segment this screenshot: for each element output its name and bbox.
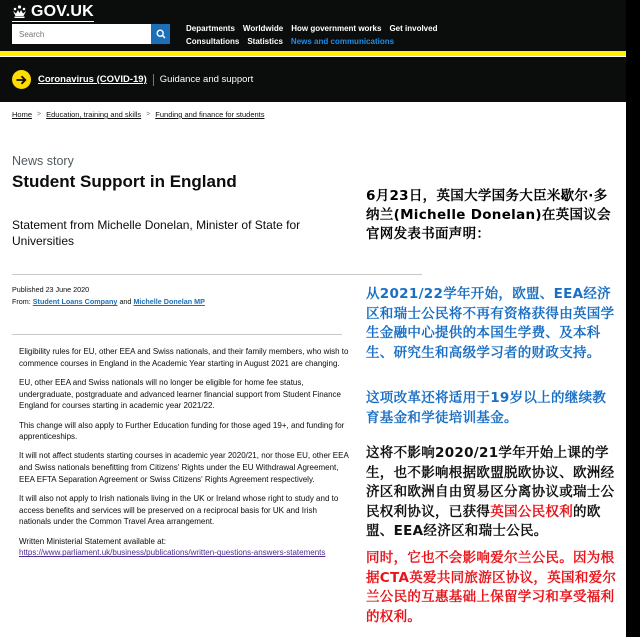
search-button[interactable] xyxy=(151,24,170,44)
nav-worldwide[interactable]: Worldwide xyxy=(242,24,284,33)
search-form xyxy=(12,24,170,44)
annotation-text: 的欧盟、EEA经济区和瑞士公民。 xyxy=(366,503,601,539)
breadcrumb xyxy=(12,110,265,119)
statement-paragraph xyxy=(19,536,349,559)
divider xyxy=(12,334,342,335)
covid-guidance-text: Guidance and support xyxy=(159,74,254,85)
search-input[interactable] xyxy=(12,24,151,44)
divider xyxy=(12,274,422,275)
chevron-right-icon: > xyxy=(37,111,42,118)
annotation-point-1: 从2021/22学年开始，欧盟、EEA经济区和瑞士公民将不再有资格获得由英国学生金融中心提供的本国生学费、及本科生、研究生和高级学习者的财政支持。 xyxy=(366,286,615,361)
arrow-right-icon xyxy=(12,70,31,89)
statement-label: Written Ministerial Statement available at: xyxy=(19,536,167,546)
covid-banner xyxy=(0,57,626,102)
govuk-logo[interactable] xyxy=(12,3,94,22)
page-title: Student Support in England xyxy=(12,172,237,191)
nav-get-involved[interactable]: Get involved xyxy=(389,24,438,33)
article-body xyxy=(19,346,349,559)
from-line xyxy=(12,296,205,308)
annotation-highlight: 英国公民权利 xyxy=(490,503,574,520)
from-and: and xyxy=(119,297,132,306)
header-accent-bar xyxy=(0,51,626,56)
breadcrumb-home[interactable]: Home xyxy=(12,110,33,119)
nav-row-2 xyxy=(186,36,437,49)
annotation-point-2: 这项改革还将适用于19岁以上的继续教育基金和学徒培训基金。 xyxy=(366,390,607,426)
body-paragraph: EU, other EEA and Swiss nationals will no longer be eligible for home fee status, undergraduate, postgraduate and advanced learner financial support from Student Finance England for courses starting in academic year 2021/22. xyxy=(19,377,341,411)
covid-link[interactable]: Coronavirus (COVID-19) xyxy=(38,74,147,85)
annotation-intro: 6月23日，英国大学国务大臣米歇尔·多纳兰(Michelle Donelan)在英国议会官网发表书面声明： xyxy=(366,188,611,242)
from-link-student-loans-company[interactable]: Student Loans Company xyxy=(32,297,118,306)
search-icon xyxy=(156,29,166,39)
nav-statistics[interactable]: Statistics xyxy=(247,36,283,46)
nav-consultations[interactable]: Consultations xyxy=(186,36,240,46)
nav-row-1 xyxy=(186,23,437,36)
from-link-michelle-donelan[interactable]: Michelle Donelan MP xyxy=(133,297,205,306)
crown-icon xyxy=(12,5,27,18)
from-label: From: xyxy=(12,297,31,306)
lead-paragraph: Statement from Michelle Donelan, Minister of State for Universities xyxy=(12,218,301,248)
body-paragraph: It will also not apply to Irish nationals living in the UK or Ireland whose right to study and to access benefits and services will be preserved on a reciprocal basis for UK and Irish nationals under the Common Travel Area arrangement. xyxy=(19,494,339,527)
body-paragraph: This change will also apply to Further Education funding for those aged 19+, and funding for apprenticeships. xyxy=(19,420,345,442)
site-header xyxy=(0,0,626,55)
annotation-text: 这将不影响2020/21学年开始上课的学生，也不影响根据欧盟脱欧协议、欧洲经济区和欧洲自由贸易区分离协议或瑞士公民权利协议，已获得 xyxy=(366,445,615,520)
breadcrumb-education[interactable]: Education, training and skills xyxy=(46,110,142,119)
metadata xyxy=(12,284,205,308)
nav-news-and-communications[interactable]: News and communications xyxy=(290,36,395,46)
annotation-point-3 xyxy=(366,444,618,542)
screen-edge xyxy=(626,0,640,637)
body-paragraph: Eligibility rules for EU, other EEA and Swiss nationals, and their family members, who wish to commence courses in England in the Academic Year starting in August 2021 are changing. xyxy=(19,347,349,368)
content-type-label: News story xyxy=(12,154,74,168)
divider xyxy=(153,74,154,86)
body-paragraph: It will not affect students starting courses in academic year 2020/21, nor those EU, other EEA and Swiss nationals benefitting from Citizens' Rights under the EU Withdrawal Agreement, EEA EFTA Separation Agreement or Swiss Citizens' Rights Agreement respectively. xyxy=(19,451,349,484)
statement-link[interactable]: https://www.parliament.uk/business/publications/written-questions-answers-statements xyxy=(19,548,326,558)
published-date: Published 23 June 2020 xyxy=(12,285,90,294)
logo-text: GOV.UK xyxy=(31,2,94,20)
nav-departments[interactable]: Departments xyxy=(186,24,235,33)
annotation-point-4: 同时，它也不会影响爱尔兰公民。因为根据CTA英爱共同旅游区协议，英国和爱尔兰公民的互惠基础上保留学习和享受福利的权利。 xyxy=(366,550,617,625)
breadcrumb-funding[interactable]: Funding and finance for students xyxy=(155,110,265,119)
main-nav xyxy=(186,23,437,48)
nav-how-government-works[interactable]: How government works xyxy=(291,24,382,33)
chevron-right-icon: > xyxy=(146,111,151,118)
